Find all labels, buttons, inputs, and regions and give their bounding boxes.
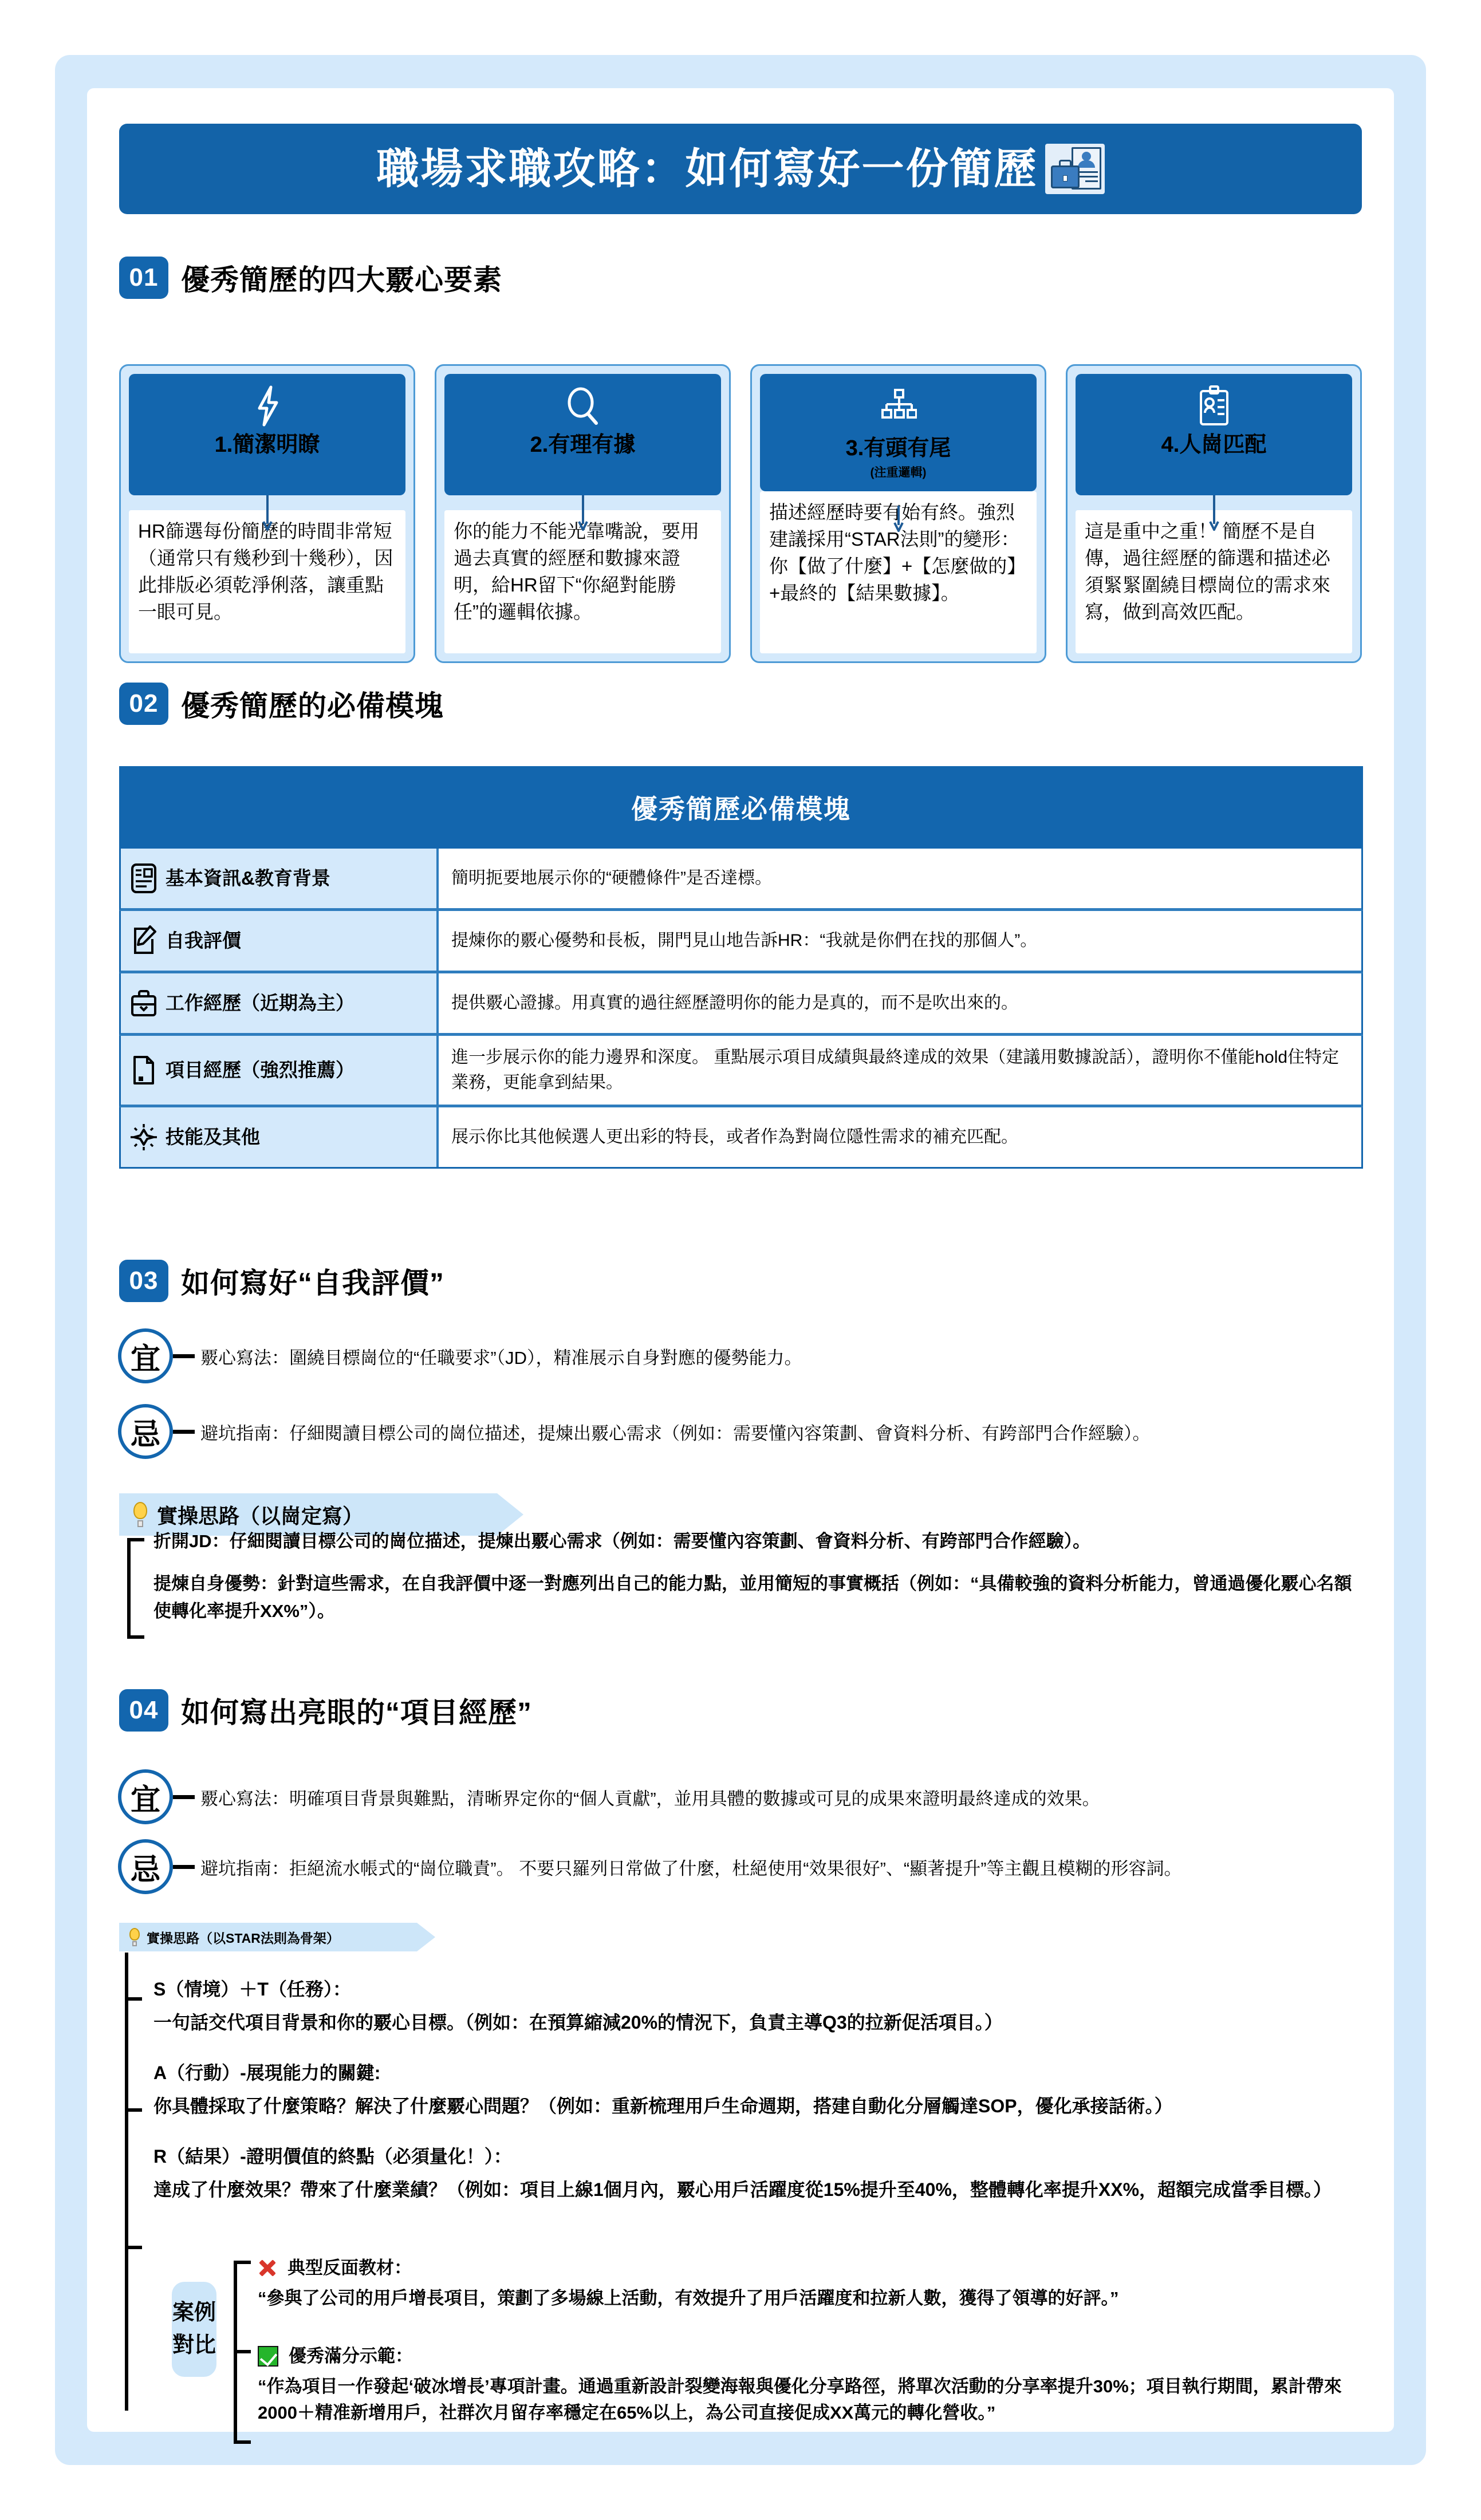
section-title: 優秀簡歷的四大覈心要素	[181, 264, 502, 296]
table-cell-label	[121, 911, 439, 971]
case-text: “作為項目一作發起‘破冰增長’專項計畫。通過重新設計裂變海報與優化分享路徑，將單次活動的分享率提升30%；項目執行期間，累計帶來2000＋精准新增用戶，社群次月留存率穩定在65%以上，為公司直接促成XX萬元的轉化營收。”	[258, 2376, 1342, 2423]
tip-list-item: 提煉自身優勢：針對這些需求，在自我評價中逐一對應列出自己的能力點，並用簡短的事實概括（例如：“具備較強的資料分析能力，曾通過優化覈心名額使轉化率提升XX%”）。	[153, 1573, 1352, 1622]
tip-label: 實操思路（以STAR法則為骨架）	[147, 1930, 340, 1946]
section-number-badge: 01	[119, 257, 168, 299]
core-element-card	[119, 364, 415, 663]
case-compare-label: 案例對比	[172, 2282, 216, 2377]
star-heading: R（結果）-證明價值的終點（必須量化！）：	[153, 2146, 512, 2167]
section-heading-01	[119, 257, 502, 299]
table-row	[119, 849, 1363, 911]
core-elements-cards	[119, 364, 1362, 663]
section-title: 優秀簡歷的必備模塊	[181, 690, 444, 722]
resume-modules-table	[119, 766, 1363, 1169]
id-card-icon	[129, 862, 159, 894]
card-header	[444, 374, 721, 495]
resume-briefcase-icon	[1045, 144, 1105, 194]
star-heading: A（行動）-展現能力的關鍵:	[153, 2062, 381, 2083]
star-block	[153, 1975, 1362, 2036]
star-body: 一句話交代項目背景和你的覈心目標。（例如：在預算縮減20%的情況下，負責主導Q3的拉新促活項目。）	[153, 2012, 1003, 2033]
table-row	[119, 973, 1363, 1036]
section-heading-02	[119, 683, 444, 725]
card-body: HR篩選每份簡歷的時間非常短（通常只有幾秒到十幾秒），因此排版必須乾淨俐落，讓重點一眼可見。	[129, 510, 405, 653]
core-element-card	[750, 364, 1046, 663]
case-heading: 典型反面教材：	[287, 2258, 412, 2278]
card-body: 你的能力不能光靠嘴說，要用過去真實的經歷和數據來證明，給HR留下“你絕對能勝任”的邏輯依據。	[444, 510, 721, 653]
card-body: 描述經歷時要有始有終。強烈建議採用“STAR法則”的變形：你【做了什麼】+【怎麼做的】+最終的【結果數據】。	[760, 491, 1037, 653]
case-good	[258, 2343, 1363, 2427]
star-list	[153, 1975, 1362, 2226]
case-heading-row	[258, 2343, 1363, 2370]
tip-list-item: 折開JD：仔細閱讀目標公司的崗位描述，提煉出覈心需求（例如：需要懂內容策劃、會資料分析、有跨部門合作經驗）。	[153, 1531, 1091, 1551]
page-title: 職場求職攻略：如何寫好一份簡歷	[376, 145, 1038, 192]
card-title: 4.人崗匹配	[1161, 433, 1267, 457]
table-cell-desc: 簡明扼要地展示你的“硬體條件”是否達標。	[439, 849, 1361, 908]
hierarchy-icon	[880, 384, 917, 428]
card-header	[1076, 374, 1352, 495]
tip-label: 實操思路（以崗定寫）	[157, 1504, 364, 1528]
section-number-badge: 04	[119, 1689, 168, 1732]
table-cell-label	[121, 849, 439, 908]
dont-badge: 忌	[118, 1839, 173, 1894]
case-brace	[234, 2261, 249, 2444]
cross-icon	[258, 2258, 277, 2278]
table-cell-label	[121, 1036, 439, 1105]
star-body: 你具體採取了什麼策略？解決了什麼覈心問題？（例如：重新梳理用戶生命週期，搭建自動化分層觸達SOP，優化承接話術。）	[153, 2096, 1173, 2116]
section-heading-03	[119, 1260, 444, 1302]
section-title: 如何寫好“自我評價”	[181, 1267, 444, 1299]
card-subtitle: (注重邏輯)	[870, 466, 927, 479]
connector-dash	[173, 1795, 195, 1799]
dont-badge: 忌	[118, 1404, 173, 1459]
table-cell-desc: 提煉你的覈心優勢和長板，開門見山地告訴HR：“我就是你們在找的那個人”。	[439, 911, 1361, 971]
table-row-label: 項目經歷（強烈推薦）	[166, 1059, 355, 1080]
tip-brace-03	[127, 1538, 142, 1639]
section-title: 如何寫出亮眼的“項目經歷”	[181, 1697, 532, 1729]
star-block	[153, 2143, 1362, 2203]
card-header	[129, 374, 405, 495]
dont-row-04	[118, 1839, 1366, 1894]
down-arrow-icon	[261, 495, 274, 534]
do-badge: 宜	[118, 1328, 173, 1383]
star-heading: S（情境）＋T（任務）：	[153, 1979, 351, 2000]
dont-text: 避坑指南：拒絕流水帳式的“崗位職責”。 不要只羅列日常做了什麼，杜絕使用“效果很好”、“顯著提升”等主觀且模糊的形容詞。	[200, 1859, 1182, 1879]
core-element-card	[435, 364, 731, 663]
do-badge: 宜	[118, 1769, 173, 1824]
card-title: 1.簡潔明瞭	[214, 433, 320, 457]
table-row-label: 技能及其他	[166, 1126, 260, 1147]
connector-dash	[173, 1865, 195, 1869]
do-text: 覈心寫法：圍繞目標崗位的“任職要求”（JD），精准展示自身對應的優勢能力。	[200, 1348, 802, 1368]
dont-text: 避坑指南：仔細閱讀目標公司的崗位描述，提煉出覈心需求（例如：需要懂內容策劃、會資料分析、有跨部門合作經驗）。	[200, 1423, 1151, 1444]
lightbulb-icon	[128, 1928, 141, 1946]
sparkle-icon	[129, 1121, 159, 1153]
table-cell-desc: 進一步展示你的能力邊界和深度。 重點展示項目成績與最終達成的效果（建議用數據說話），證明你不僅能hold住特定業務，更能拿到結果。	[439, 1036, 1361, 1105]
card-body: 這是重中之重！ 簡歷不是自傳，過往經歷的篩選和描述必須緊緊圍繞目標崗位的需求來寫，做到高效匹配。	[1076, 510, 1352, 653]
table-cell-label	[121, 1107, 439, 1167]
connector-dash	[173, 1354, 195, 1358]
down-arrow-icon	[1208, 495, 1220, 534]
table-row-label: 基本資訊&教育背景	[166, 867, 330, 889]
card-title: 3.有頭有尾	[845, 436, 951, 460]
down-arrow-icon	[892, 506, 905, 535]
folder-icon	[129, 1054, 159, 1086]
case-heading-row	[258, 2255, 1363, 2282]
table-row-label: 工作經歷（近期為主）	[166, 992, 355, 1014]
tip-list-03	[153, 1528, 1362, 1640]
edit-note-icon	[129, 925, 159, 957]
lightning-icon	[253, 384, 282, 428]
do-row-04	[118, 1769, 1366, 1824]
down-arrow-icon	[577, 495, 589, 534]
table-row	[119, 911, 1363, 973]
table-row	[119, 1107, 1363, 1169]
case-heading: 優秀滿分示範：	[289, 2346, 413, 2366]
case-bad	[258, 2255, 1363, 2312]
do-text: 覈心寫法：明確項目背景與難點，清晰界定你的“個人貢獻”，並用具體的數據或可見的成果來證明最終達成的效果。	[200, 1789, 1100, 1809]
table-header: 優秀簡歷必備模塊	[119, 766, 1363, 849]
connector-dash	[173, 1430, 195, 1434]
table-cell-desc: 展示你比其他候選人更出彩的特長，或者作為對崗位隱性需求的補充匹配。	[439, 1107, 1361, 1167]
practice-tip-banner-04	[119, 1923, 417, 1951]
tip-banner	[119, 1923, 417, 1951]
star-brace	[125, 1953, 140, 2411]
core-element-card	[1066, 364, 1362, 663]
magnifier-icon	[565, 384, 601, 428]
page-title-banner	[119, 124, 1362, 214]
briefcase-icon	[129, 987, 159, 1019]
section-heading-04	[119, 1689, 532, 1732]
table-cell-desc: 提供覈心證據。用真實的過往經歷證明你的能力是真的，而不是吹出來的。	[439, 973, 1361, 1033]
star-block	[153, 2059, 1362, 2120]
lightbulb-icon	[132, 1502, 149, 1527]
case-text: “參與了公司的用戶增長項目，策劃了多場線上活動，有效提升了用戶活躍度和拉新人數，獲得了領導的好評。”	[258, 2288, 1119, 2308]
card-header	[760, 374, 1037, 491]
section-number-badge: 02	[119, 683, 168, 725]
card-title: 2.有理有據	[530, 433, 636, 457]
check-icon	[258, 2346, 278, 2367]
table-row-label: 自我評價	[166, 930, 241, 952]
table-cell-label	[121, 973, 439, 1033]
table-row	[119, 1036, 1363, 1107]
do-row-03	[118, 1328, 1366, 1383]
star-body: 達成了什麼效果？帶來了什麼業績？（例如：項目上線1個月內，覈心用戶活躍度從15%提升至40%，整體轉化率提升XX%，超額完成當季目標。）	[153, 2179, 1332, 2200]
dont-row-03	[118, 1404, 1366, 1459]
clipboard-person-icon	[1198, 384, 1231, 428]
section-number-badge: 03	[119, 1260, 168, 1302]
